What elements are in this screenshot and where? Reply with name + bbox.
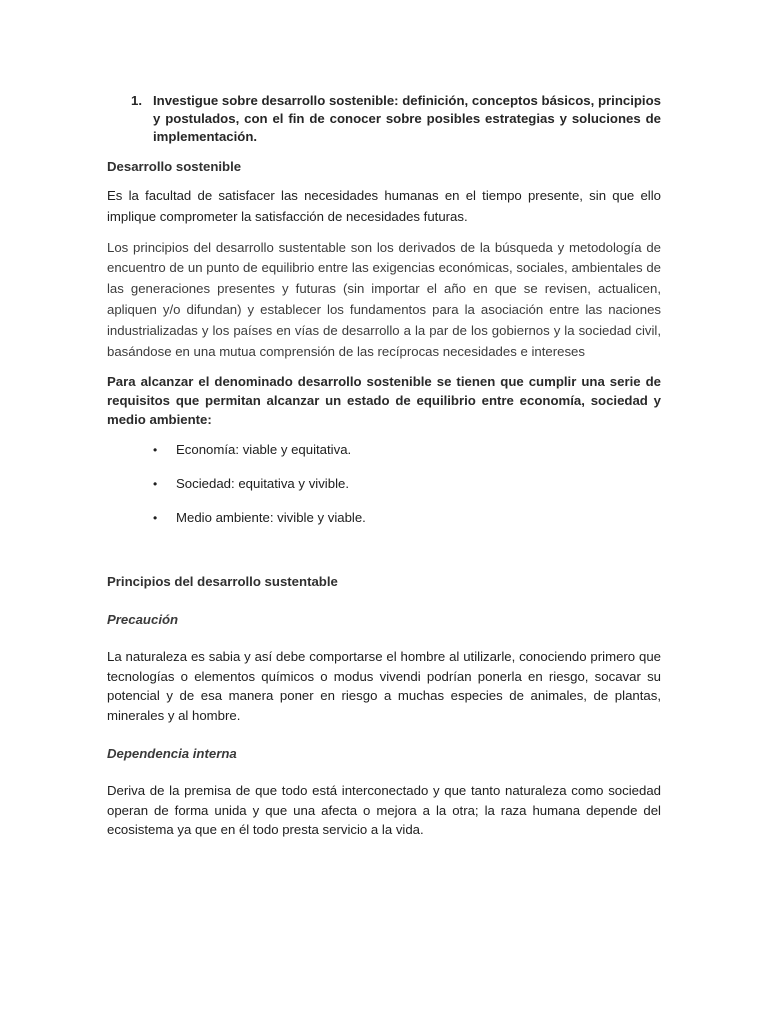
list-item-text: Economía: viable y equitativa. (176, 442, 352, 458)
bullet-icon: • (153, 477, 158, 492)
bullet-icon: • (153, 511, 158, 526)
paragraph-precaucion: La naturaleza es sabia y así debe comportarse el hombre al utilizarle, conociendo primero que tecnologías o elementos químicos o modus vivendi podrían ponerla en riesgo, socavar su potencial y de esa manera poner en riesgo a muchas especies de animales, de plantas, minerales y al hombre. (107, 649, 661, 723)
section-heading-principios: Principios del desarrollo sustentable (107, 574, 338, 590)
item-number: 1. (131, 93, 142, 108)
bullet-icon: • (153, 443, 158, 458)
list-item-text: Medio ambiente: vivible y viable. (176, 510, 366, 526)
section-heading-desarrollo: Desarrollo sostenible (107, 159, 242, 174)
list-item-text: Sociedad: equitativa y vivible. (176, 476, 350, 492)
requirements-list (107, 441, 661, 527)
list-item (107, 441, 661, 459)
paragraph-requirements: Para alcanzar el denominado desarrollo sostenible se tienen que cumplir una serie de requisitos que permitan alcanzar un estado de equilibrio entre economía, sociedad y medio ambiente: (107, 374, 661, 428)
paragraph-principles: Los principios del desarrollo sustentable son los derivados de la búsqueda y metodología de encuentro de un punto de equilibrio entre las exigencias económicas, sociales, ambientales de las generaciones presentes y futuras (sin importar el año en que se revisen, actualicen, apliquen y/o difundan) y establecer los fundamentos para la asociación entre las naciones industrializadas y los países en vías de desarrollo a la par de los gobiernos y la sociedad civil, basándose en una mutua comprensión de las recíprocas necesidades e intereses (107, 239, 661, 359)
list-item (107, 509, 661, 527)
subheading-dependencia: Dependencia interna (107, 746, 237, 762)
numbered-item (131, 92, 661, 146)
list-item (107, 475, 661, 493)
paragraph-dependencia: Deriva de la premisa de que todo está interconectado y que tanto naturaleza como sociedad operan de forma unida y que una afecta o mejora a la otra; la raza humana depende del ecosistema ya que en él todo presta servicio a la vida. (107, 783, 661, 838)
item-text: Investigue sobre desarrollo sostenible: definición, conceptos básicos, principios y postulados, con el fin de conocer sobre posibles estrategias y soluciones de implementación. (153, 93, 661, 144)
paragraph-definition: Es la facultad de satisfacer las necesidades humanas en el tiempo presente, sin que ello implique comprometer la satisfacción de necesidades futuras. (107, 188, 661, 224)
subheading-precaucion: Precaución (107, 612, 179, 628)
document-page (107, 92, 661, 840)
